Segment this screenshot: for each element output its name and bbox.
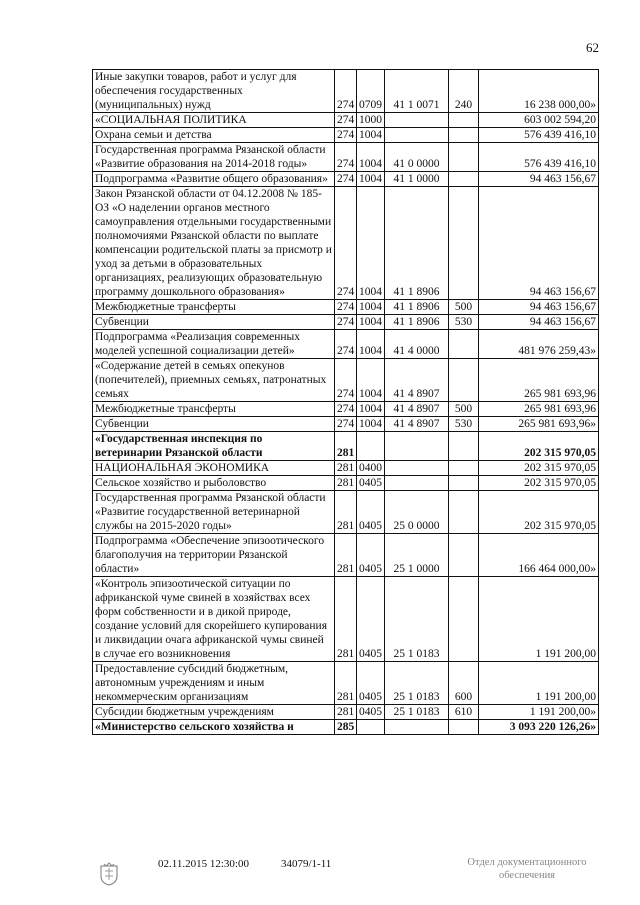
row-name-cell: Подпрограмма «Развитие общего образования»	[93, 172, 335, 187]
row-target-article-cell: 41 4 8907	[385, 402, 449, 417]
row-amount-cell: 576 439 416,10	[479, 128, 599, 143]
row-target-article-cell: 25 1 0183	[385, 705, 449, 720]
row-grbs-cell: 274	[335, 330, 357, 359]
row-target-article-cell: 25 1 0000	[385, 534, 449, 577]
table-row	[93, 432, 599, 461]
row-grbs-cell: 281	[335, 432, 357, 461]
row-name-cell: Охрана семьи и детства	[93, 128, 335, 143]
row-grbs-cell: 274	[335, 128, 357, 143]
row-section-cell	[357, 720, 385, 735]
row-expense-type-cell	[449, 720, 479, 735]
row-grbs-cell: 281	[335, 705, 357, 720]
row-grbs-cell: 281	[335, 662, 357, 705]
row-section-cell: 0405	[357, 577, 385, 662]
row-name-cell: Государственная программа Рязанской области «Развитие образования на 2014-2018 годы»	[93, 143, 335, 172]
row-amount-cell: 166 464 000,00»	[479, 534, 599, 577]
row-target-article-cell	[385, 720, 449, 735]
page-number: 62	[586, 40, 599, 55]
row-amount-cell: 202 315 970,05	[479, 476, 599, 491]
row-expense-type-cell	[449, 143, 479, 172]
table-row	[93, 300, 599, 315]
row-target-article-cell: 41 0 0000	[385, 143, 449, 172]
footer-doc-number: 34079/1-11	[281, 858, 332, 870]
row-expense-type-cell: 610	[449, 705, 479, 720]
budget-table	[92, 69, 599, 735]
row-grbs-cell: 274	[335, 417, 357, 432]
footer-date: 02.11.2015 12:30:00	[158, 858, 249, 870]
table-row	[93, 720, 599, 735]
row-expense-type-cell	[449, 577, 479, 662]
row-expense-type-cell	[449, 432, 479, 461]
row-amount-cell: 265 981 693,96»	[479, 417, 599, 432]
row-target-article-cell: 41 1 8906	[385, 187, 449, 300]
table-row	[93, 70, 599, 113]
row-expense-type-cell	[449, 359, 479, 402]
row-section-cell: 1004	[357, 187, 385, 300]
row-section-cell: 0709	[357, 70, 385, 113]
table-row	[93, 330, 599, 359]
row-target-article-cell: 41 4 8907	[385, 359, 449, 402]
row-expense-type-cell	[449, 491, 479, 534]
row-amount-cell: 94 463 156,67	[479, 315, 599, 330]
row-amount-cell: 1 191 200,00»	[479, 705, 599, 720]
row-section-cell: 1004	[357, 402, 385, 417]
row-grbs-cell: 274	[335, 300, 357, 315]
row-expense-type-cell: 530	[449, 315, 479, 330]
row-name-cell: Закон Рязанской области от 04.12.2008 № 185-ОЗ «О наделении органов местного самоуправления отдельными государственными полномочиями Рязанской области по выплате компенсации родительской платы за присмотр и уход за детьми в образовательных организациях, реализующих образовательную программу дошкольного образования»	[93, 187, 335, 300]
row-name-cell: Субвенции	[93, 417, 335, 432]
row-section-cell: 1004	[357, 172, 385, 187]
row-grbs-cell: 281	[335, 461, 357, 476]
row-amount-cell: 265 981 693,96	[479, 359, 599, 402]
row-grbs-cell: 274	[335, 70, 357, 113]
table-row	[93, 402, 599, 417]
row-amount-cell: 1 191 200,00	[479, 662, 599, 705]
row-target-article-cell	[385, 128, 449, 143]
table-row	[93, 534, 599, 577]
row-target-article-cell: 25 1 0183	[385, 577, 449, 662]
table-row	[93, 417, 599, 432]
row-target-article-cell	[385, 113, 449, 128]
row-expense-type-cell	[449, 172, 479, 187]
row-name-cell: Субсидии бюджетным учреждениям	[93, 705, 335, 720]
row-section-cell: 0405	[357, 534, 385, 577]
table-row	[93, 128, 599, 143]
row-section-cell: 0405	[357, 491, 385, 534]
table-row	[93, 476, 599, 491]
row-section-cell: 1004	[357, 315, 385, 330]
page-footer	[0, 858, 640, 898]
department-stamp: Отдел документационного обеспечения	[467, 857, 587, 881]
row-name-cell: Межбюджетные трансферты	[93, 402, 335, 417]
row-section-cell: 1004	[357, 330, 385, 359]
row-name-cell: Межбюджетные трансферты	[93, 300, 335, 315]
row-amount-cell: 265 981 693,96	[479, 402, 599, 417]
row-section-cell: 0400	[357, 461, 385, 476]
row-grbs-cell: 281	[335, 476, 357, 491]
row-name-cell: НАЦИОНАЛЬНАЯ ЭКОНОМИКА	[93, 461, 335, 476]
row-name-cell: Подпрограмма «Обеспечение эпизоотического благополучия на территории Рязанской области»	[93, 534, 335, 577]
row-amount-cell: 94 463 156,67	[479, 187, 599, 300]
row-grbs-cell: 274	[335, 172, 357, 187]
row-expense-type-cell: 530	[449, 417, 479, 432]
row-target-article-cell	[385, 432, 449, 461]
budget-table-container	[92, 69, 598, 735]
row-amount-cell: 3 093 220 126,26»	[479, 720, 599, 735]
row-expense-type-cell	[449, 330, 479, 359]
row-section-cell: 1004	[357, 359, 385, 402]
row-name-cell: «Государственная инспекция по ветеринарии Рязанской области	[93, 432, 335, 461]
table-row	[93, 491, 599, 534]
row-name-cell: «Контроль эпизоотической ситуации по африканской чуме свиней в хозяйствах всех форм собственности и в дикой природе, создание условий для скорейшего купирования и ликвидации очага африканской чумы свиней в случае его возникновения	[93, 577, 335, 662]
row-grbs-cell: 274	[335, 315, 357, 330]
row-grbs-cell: 274	[335, 359, 357, 402]
row-target-article-cell: 41 1 8906	[385, 300, 449, 315]
row-section-cell: 0405	[357, 662, 385, 705]
row-name-cell: «Министерство сельского хозяйства и	[93, 720, 335, 735]
row-grbs-cell: 274	[335, 113, 357, 128]
row-name-cell: Предоставление субсидий бюджетным, автономным учреждениям и иным некоммерческим организациям	[93, 662, 335, 705]
table-row	[93, 315, 599, 330]
row-grbs-cell: 281	[335, 534, 357, 577]
row-grbs-cell: 274	[335, 143, 357, 172]
row-target-article-cell: 25 1 0183	[385, 662, 449, 705]
row-expense-type-cell: 600	[449, 662, 479, 705]
row-section-cell: 0405	[357, 476, 385, 491]
table-row	[93, 113, 599, 128]
row-expense-type-cell	[449, 476, 479, 491]
row-section-cell: 1004	[357, 143, 385, 172]
row-name-cell: «Содержание детей в семьях опекунов (попечителей), приемных семьях, патронатных семьях	[93, 359, 335, 402]
row-expense-type-cell: 500	[449, 402, 479, 417]
table-row	[93, 662, 599, 705]
row-amount-cell: 94 463 156,67	[479, 300, 599, 315]
row-section-cell: 0405	[357, 705, 385, 720]
row-amount-cell: 16 238 000,00»	[479, 70, 599, 113]
row-amount-cell: 202 315 970,05	[479, 461, 599, 476]
row-amount-cell: 576 439 416,10	[479, 143, 599, 172]
row-target-article-cell	[385, 476, 449, 491]
row-amount-cell: 603 002 594,20	[479, 113, 599, 128]
row-section-cell: 1004	[357, 300, 385, 315]
table-row	[93, 143, 599, 172]
row-grbs-cell: 274	[335, 402, 357, 417]
row-grbs-cell: 281	[335, 491, 357, 534]
row-target-article-cell: 41 4 0000	[385, 330, 449, 359]
row-name-cell: Субвенции	[93, 315, 335, 330]
table-row	[93, 172, 599, 187]
row-name-cell: Государственная программа Рязанской области «Развитие государственной ветеринарной службы на 2015-2020 годы»	[93, 491, 335, 534]
row-amount-cell: 481 976 259,43»	[479, 330, 599, 359]
row-target-article-cell: 41 1 8906	[385, 315, 449, 330]
row-target-article-cell: 41 1 0000	[385, 172, 449, 187]
row-expense-type-cell	[449, 113, 479, 128]
table-row	[93, 359, 599, 402]
row-grbs-cell: 274	[335, 187, 357, 300]
table-row	[93, 577, 599, 662]
row-grbs-cell: 281	[335, 577, 357, 662]
row-amount-cell: 202 315 970,05	[479, 491, 599, 534]
row-expense-type-cell	[449, 534, 479, 577]
row-amount-cell: 1 191 200,00	[479, 577, 599, 662]
row-target-article-cell	[385, 461, 449, 476]
row-target-article-cell: 41 1 0071	[385, 70, 449, 113]
row-section-cell	[357, 432, 385, 461]
row-amount-cell: 202 315 970,05	[479, 432, 599, 461]
row-target-article-cell: 25 0 0000	[385, 491, 449, 534]
row-expense-type-cell: 500	[449, 300, 479, 315]
table-row	[93, 187, 599, 300]
row-expense-type-cell	[449, 461, 479, 476]
row-target-article-cell: 41 4 8907	[385, 417, 449, 432]
row-expense-type-cell	[449, 187, 479, 300]
table-row	[93, 461, 599, 476]
row-section-cell: 1004	[357, 417, 385, 432]
row-name-cell: Иные закупки товаров, работ и услуг для обеспечения государственных (муниципальных) нужд	[93, 70, 335, 113]
row-expense-type-cell: 240	[449, 70, 479, 113]
row-grbs-cell: 285	[335, 720, 357, 735]
row-expense-type-cell	[449, 128, 479, 143]
row-amount-cell: 94 463 156,67	[479, 172, 599, 187]
row-section-cell: 1000	[357, 113, 385, 128]
row-name-cell: Сельское хозяйство и рыболовство	[93, 476, 335, 491]
table-row	[93, 705, 599, 720]
row-name-cell: Подпрограмма «Реализация современных моделей успешной социализации детей»	[93, 330, 335, 359]
row-name-cell: «СОЦИАЛЬНАЯ ПОЛИТИКА	[93, 113, 335, 128]
row-section-cell: 1004	[357, 128, 385, 143]
